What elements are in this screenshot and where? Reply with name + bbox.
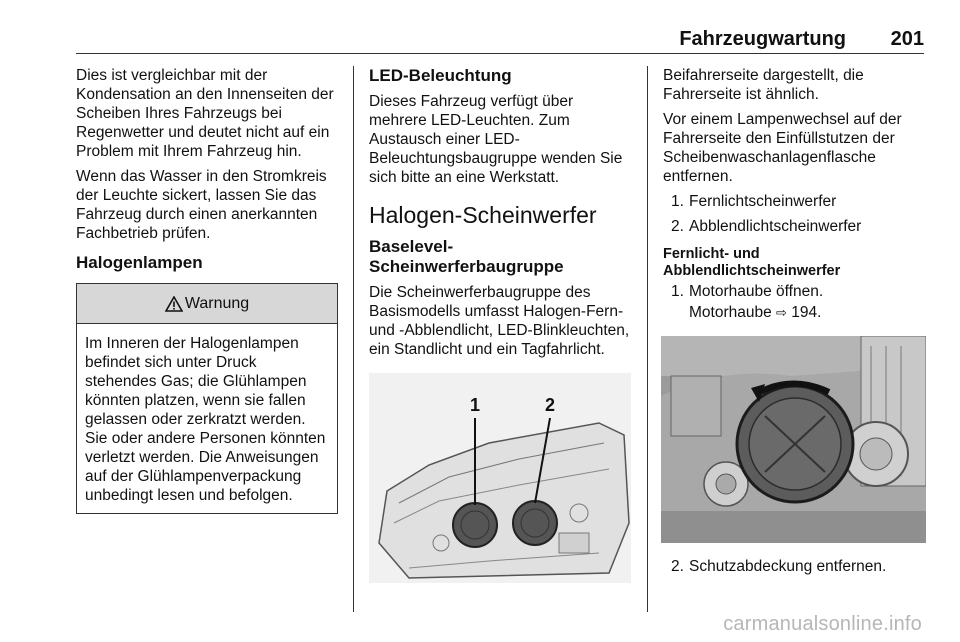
column-middle <box>369 66 631 583</box>
column-right <box>663 66 928 582</box>
section-heading: Halogenlampen <box>76 253 203 272</box>
headlamp-assembly-illustration <box>369 373 631 583</box>
list-text: Motorhaube öffnen. <box>689 283 824 300</box>
warning-text: Im Inneren der Halogenlampen befindet sich unter Druck stehendes Gas; die Glühlampen könnten platzen, wenn sie fallen gelassen oder zerkratzt werden. Sie oder andere Personen könnten verletzt werden. Die Anweisungen auf der Glühlampenverpackung unbedingt lesen und befolgen. <box>85 335 326 504</box>
subsection-heading: Baselevel-Scheinwerferbaugruppe <box>369 237 564 276</box>
component-list <box>663 192 928 236</box>
paragraph: Wenn das Wasser in den Stromkreis der Leuchte sickert, lassen Sie das Fahrzeug durch einen anerkannten Fachbetrieb prüfen. <box>76 168 327 242</box>
watermark: carmanualsonline.info <box>723 613 922 635</box>
paragraph: Beifahrerseite dargestellt, die Fahrerseite ist ähnlich. <box>663 67 864 103</box>
column-left <box>76 66 338 514</box>
warning-title: Warnung <box>184 295 250 312</box>
header-rule <box>76 53 924 54</box>
figure-label: 1 <box>469 395 481 415</box>
procedure-steps <box>663 282 928 301</box>
chapter-heading: Halogen-Scheinwerfer <box>369 202 597 228</box>
list-item <box>663 557 928 576</box>
list-item <box>663 217 928 236</box>
page-header <box>76 28 924 54</box>
section-title: Fahrzeugwartung <box>679 28 846 50</box>
reference-page: 194. <box>791 304 822 321</box>
figure-label: 2 <box>544 395 556 415</box>
procedure-steps <box>663 557 928 576</box>
list-text: Schutzabdeckung entfernen. <box>689 558 887 575</box>
list-number: 1. <box>671 283 684 300</box>
warning-box <box>76 283 338 514</box>
list-text: Abblendlichtscheinwerfer <box>689 218 862 235</box>
cross-reference <box>663 303 928 322</box>
paragraph: Vor einem Lampenwechsel auf der Fahrerseite den Einfüllstutzen der Scheibenwaschanlagenflasche entfernen. <box>663 111 902 185</box>
list-number: 1. <box>671 193 684 210</box>
page-number: 201 <box>890 28 924 50</box>
column-divider <box>353 66 354 612</box>
section-heading: LED-Beleuchtung <box>369 66 512 85</box>
column-divider <box>647 66 648 612</box>
warning-header <box>77 284 337 324</box>
list-text: Fernlichtscheinwerfer <box>689 193 837 210</box>
page-reference-icon: ⇨ <box>776 305 787 320</box>
warning-triangle-icon <box>165 296 183 312</box>
procedure-heading: Fernlicht- und Abblendlichtscheinwerfer <box>663 246 841 279</box>
paragraph: Dieses Fahrzeug verfügt über mehrere LED-Leuchten. Zum Austausch einer LED-Beleuchtungsbaugruppe wenden Sie sich bitte an eine Werkstatt. <box>369 93 623 186</box>
reference-text: Motorhaube <box>689 304 772 321</box>
paragraph: Dies ist vergleichbar mit der Kondensation an den Innenseiten der Scheiben Ihres Fahrzeugs bei Regenwetter und deutet nicht auf ein Problem mit Ihrem Fahrzeug hin. <box>76 67 334 160</box>
headlamp-cap-illustration <box>661 336 926 543</box>
list-number: 2. <box>671 218 684 235</box>
list-number: 2. <box>671 558 684 575</box>
paragraph: Die Scheinwerferbaugruppe des Basismodells umfasst Halogen-Fern- und -Abblendlicht, LED-Blinkleuchten, ein Standlicht und ein Tagfahrlicht. <box>369 284 630 358</box>
list-item <box>663 282 928 301</box>
list-item <box>663 192 928 211</box>
